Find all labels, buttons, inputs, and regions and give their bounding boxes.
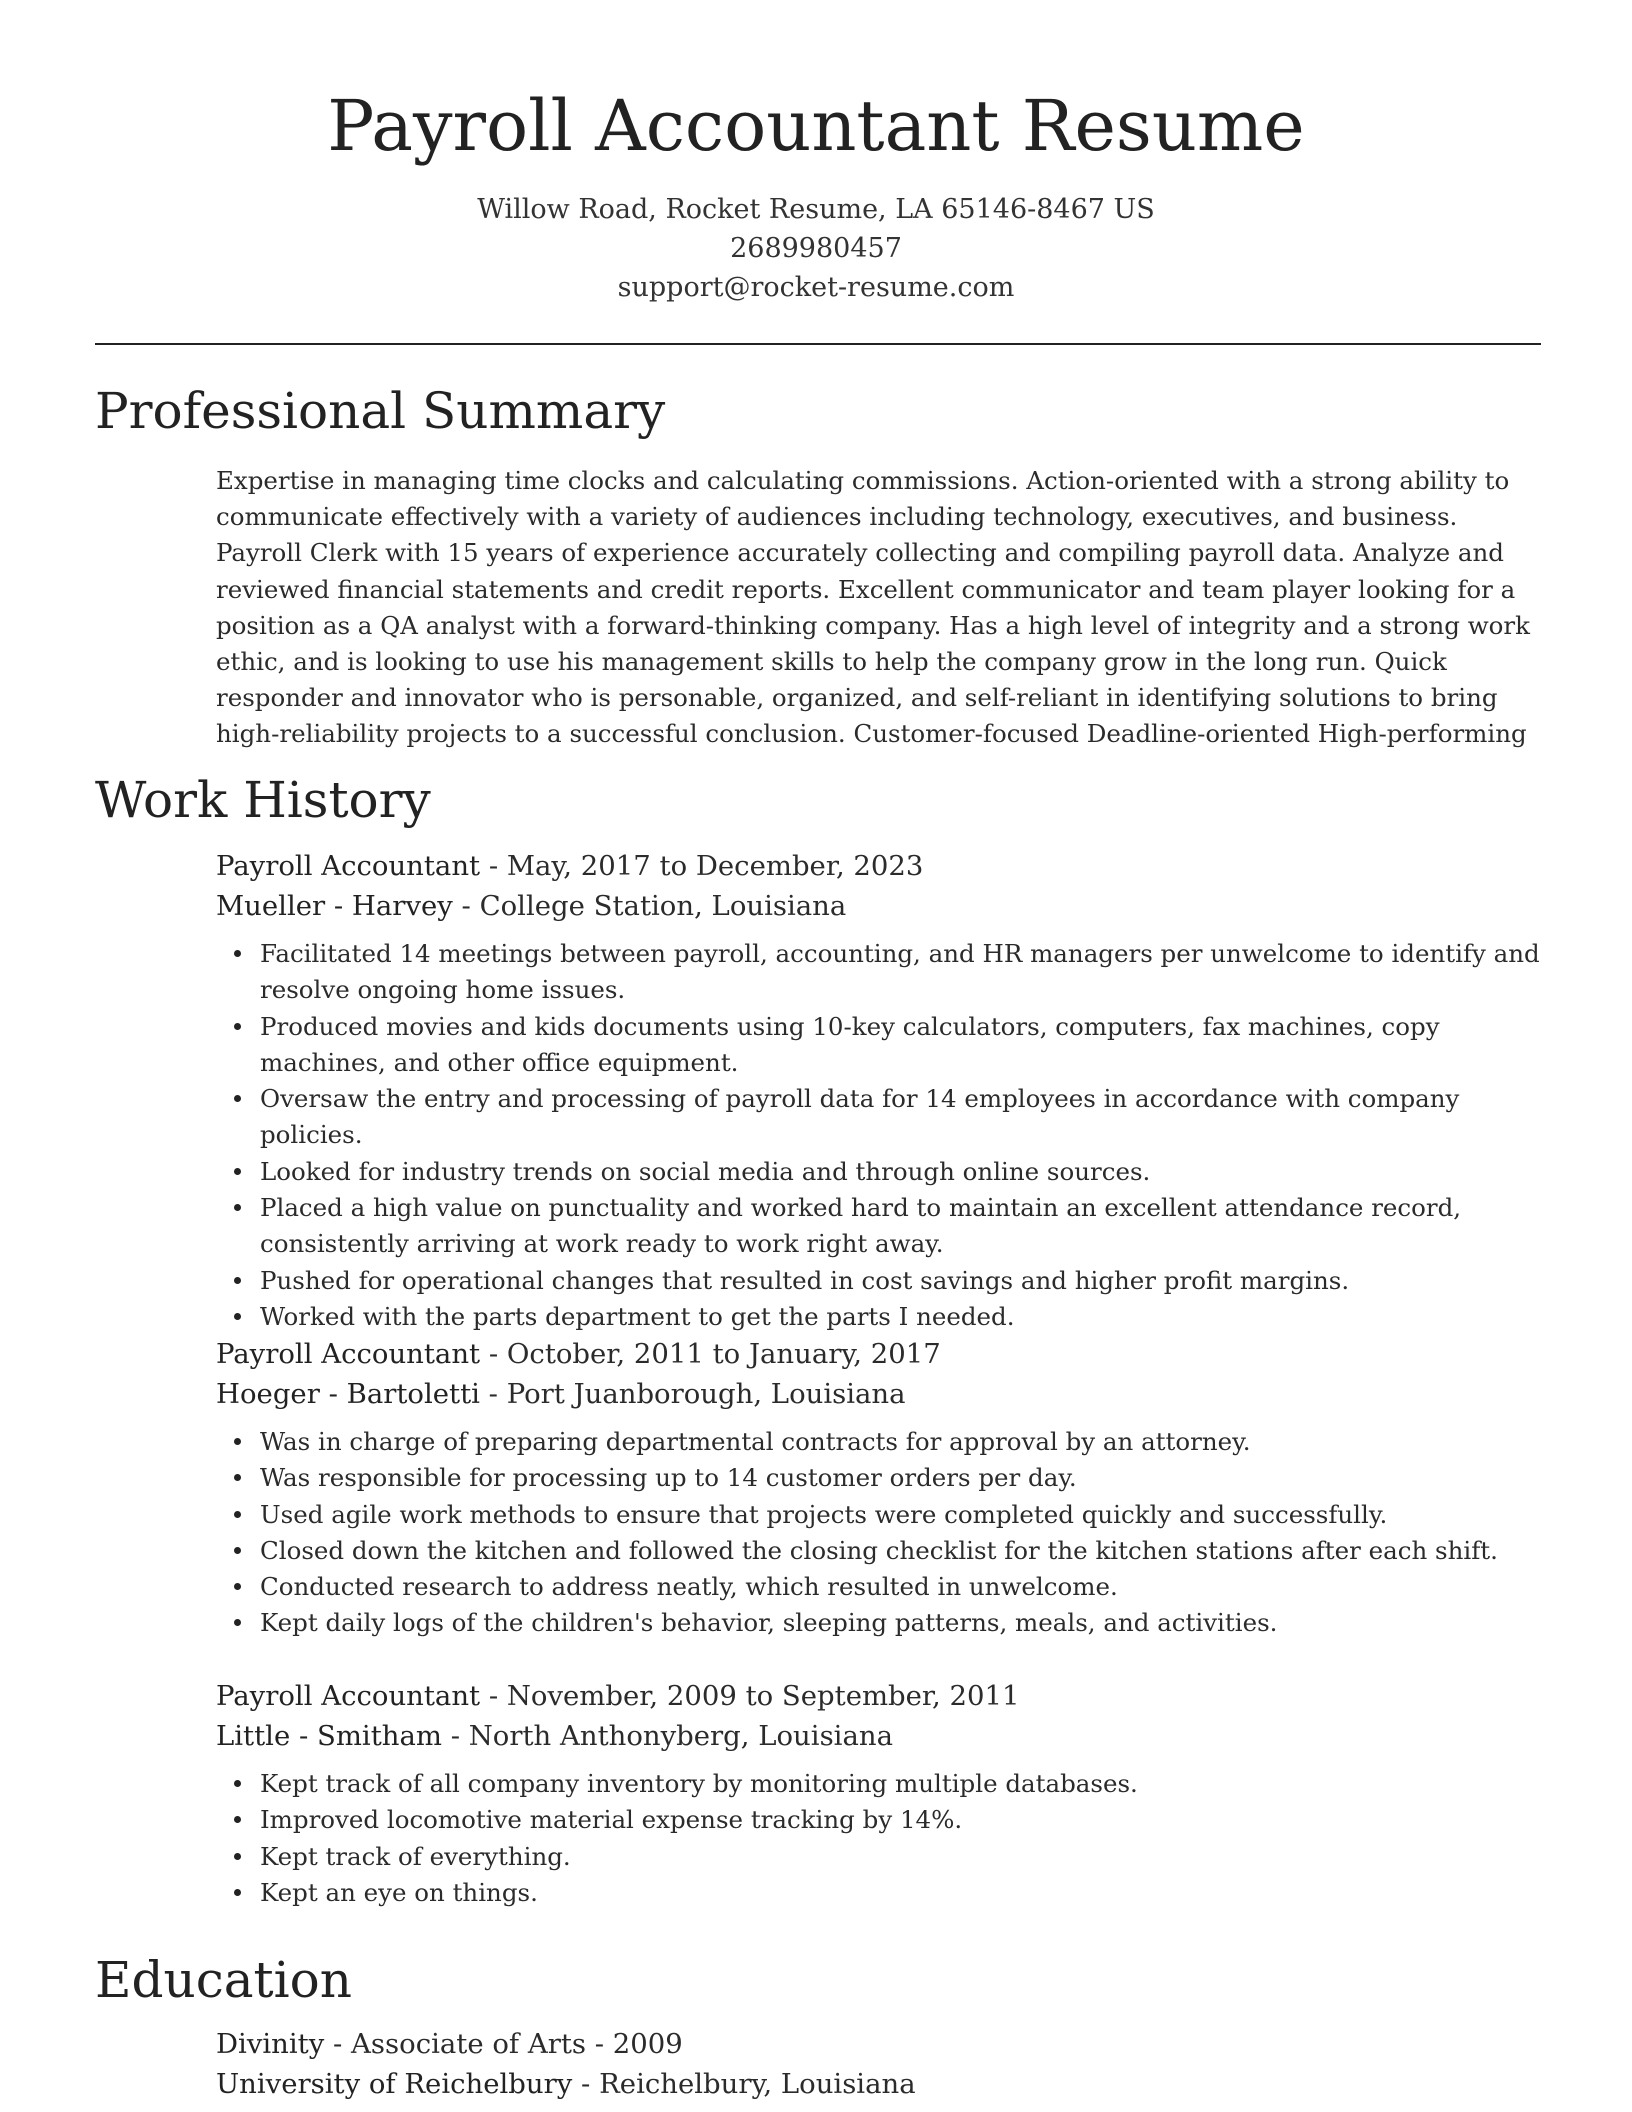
job-location: - North Anthonyberg, Louisiana: [441, 1720, 893, 1752]
job-bullet: Worked with the parts department to get the parts I needed.: [260, 1299, 1542, 1335]
resume-title: Payroll Accountant Resume: [327, 85, 1305, 167]
job-bullet: Conducted research to address neatly, which resulted in unwelcome.: [260, 1569, 1542, 1605]
job-company-line: [216, 1716, 1542, 1756]
job-bullet: Kept track of everything.: [260, 1839, 1542, 1875]
job-dates: - November, 2009 to September, 2011: [480, 1680, 1020, 1712]
job-bullet: Closed down the kitchen and followed the closing checklist for the kitchen stations after each shift.: [260, 1533, 1542, 1569]
job-bullet: Placed a high value on punctuality and worked hard to maintain an excellent attendance record, consistently arriving at work ready to work right away.: [260, 1190, 1542, 1263]
contact-address: Willow Road, Rocket Resume, LA 65146-8467 US: [477, 194, 1155, 225]
job-title: Payroll Accountant: [216, 850, 481, 882]
job-company-line: [216, 1374, 1542, 1414]
job-bullet: Used agile work methods to ensure that projects were completed quickly and successfully.: [260, 1497, 1542, 1533]
job-bullet: Oversaw the entry and processing of payroll data for 14 employees in accordance with company policies.: [260, 1081, 1542, 1154]
job-bullet: Was in charge of preparing departmental contracts for approval by an attorney.: [260, 1424, 1542, 1460]
section-title-work-history: Work History: [95, 771, 431, 829]
job-company: Hoeger - Bartoletti: [216, 1378, 480, 1410]
education-degree: Divinity: [216, 2028, 325, 2060]
job-dates: - October, 2011 to January, 2017: [480, 1338, 941, 1370]
header-divider: [95, 343, 1541, 345]
job-bullet: Pushed for operational changes that resulted in cost savings and higher profit margins.: [260, 1263, 1542, 1299]
contact-email: support@rocket-resume.com: [617, 272, 1015, 303]
job-company: Little - Smitham: [216, 1720, 442, 1752]
education-degree-detail: - Associate of Arts - 2009: [324, 2028, 683, 2060]
job-bullets: [216, 936, 1542, 1335]
job-dates: - May, 2017 to December, 2023: [480, 850, 924, 882]
job-title: Payroll Accountant: [216, 1338, 481, 1370]
job-bullet: Facilitated 14 meetings between payroll, accounting, and HR managers per unwelcome to identify and resolve ongoing home issues.: [260, 936, 1542, 1009]
education-entry: [216, 2024, 1542, 2104]
education-school-location: - Reichelbury, Louisiana: [572, 2068, 916, 2100]
job-company: Mueller - Harvey: [216, 890, 453, 922]
job-bullets: [216, 1424, 1542, 1642]
job-bullet: Kept daily logs of the children's behavior, sleeping patterns, meals, and activities.: [260, 1605, 1542, 1641]
job-entry: [216, 846, 1542, 1335]
summary-text: Expertise in managing time clocks and calculating commissions. Action-oriented with a strong ability to communicate effectively with a variety of audiences including technology, executives, and business. Payroll Clerk with 15 years of experience accurately collecting and compiling payroll data. Analyze and reviewed financial statements and credit reports. Excellent communicator and team player looking for a position as a QA analyst with a forward-thinking company. Has a high level of integrity and a strong work ethic, and is looking to use his management skills to help the company grow in the long run. Quick responder and innovator who is personable, organized, and self-reliant in identifying solutions to bring high-reliability projects to a successful conclusion. Customer-focused Deadline-oriented High-performing: [216, 466, 1530, 749]
job-entry: [216, 1676, 1542, 1911]
contact-block: [0, 190, 1632, 307]
job-title-line: [216, 1334, 1542, 1374]
job-bullet: Looked for industry trends on social media and through online sources.: [260, 1154, 1542, 1190]
job-bullet: Produced movies and kids documents using 10-key calculators, computers, fax machines, copy machines, and other office equipment.: [260, 1009, 1542, 1082]
job-company-line: [216, 886, 1542, 926]
job-title-line: [216, 846, 1542, 886]
job-entry: [216, 1334, 1542, 1642]
job-bullet: Was responsible for processing up to 14 customer orders per day.: [260, 1460, 1542, 1496]
education-school: University of Reichelbury: [216, 2068, 573, 2100]
job-title-line: [216, 1676, 1542, 1716]
section-title-education: Education: [95, 1951, 352, 2009]
job-location: - College Station, Louisiana: [452, 890, 847, 922]
job-bullet: Kept track of all company inventory by monitoring multiple databases.: [260, 1766, 1542, 1802]
education-school-line: [216, 2064, 1542, 2104]
contact-phone: 2689980457: [730, 233, 902, 264]
job-bullets: [216, 1766, 1542, 1911]
job-title: Payroll Accountant: [216, 1680, 481, 1712]
job-bullet: Kept an eye on things.: [260, 1875, 1542, 1911]
section-title-summary: Professional Summary: [95, 382, 666, 440]
job-location: - Port Juanborough, Louisiana: [479, 1378, 906, 1410]
education-degree-line: [216, 2024, 1542, 2064]
job-bullet: Improved locomotive material expense tracking by 14%.: [260, 1802, 1542, 1838]
